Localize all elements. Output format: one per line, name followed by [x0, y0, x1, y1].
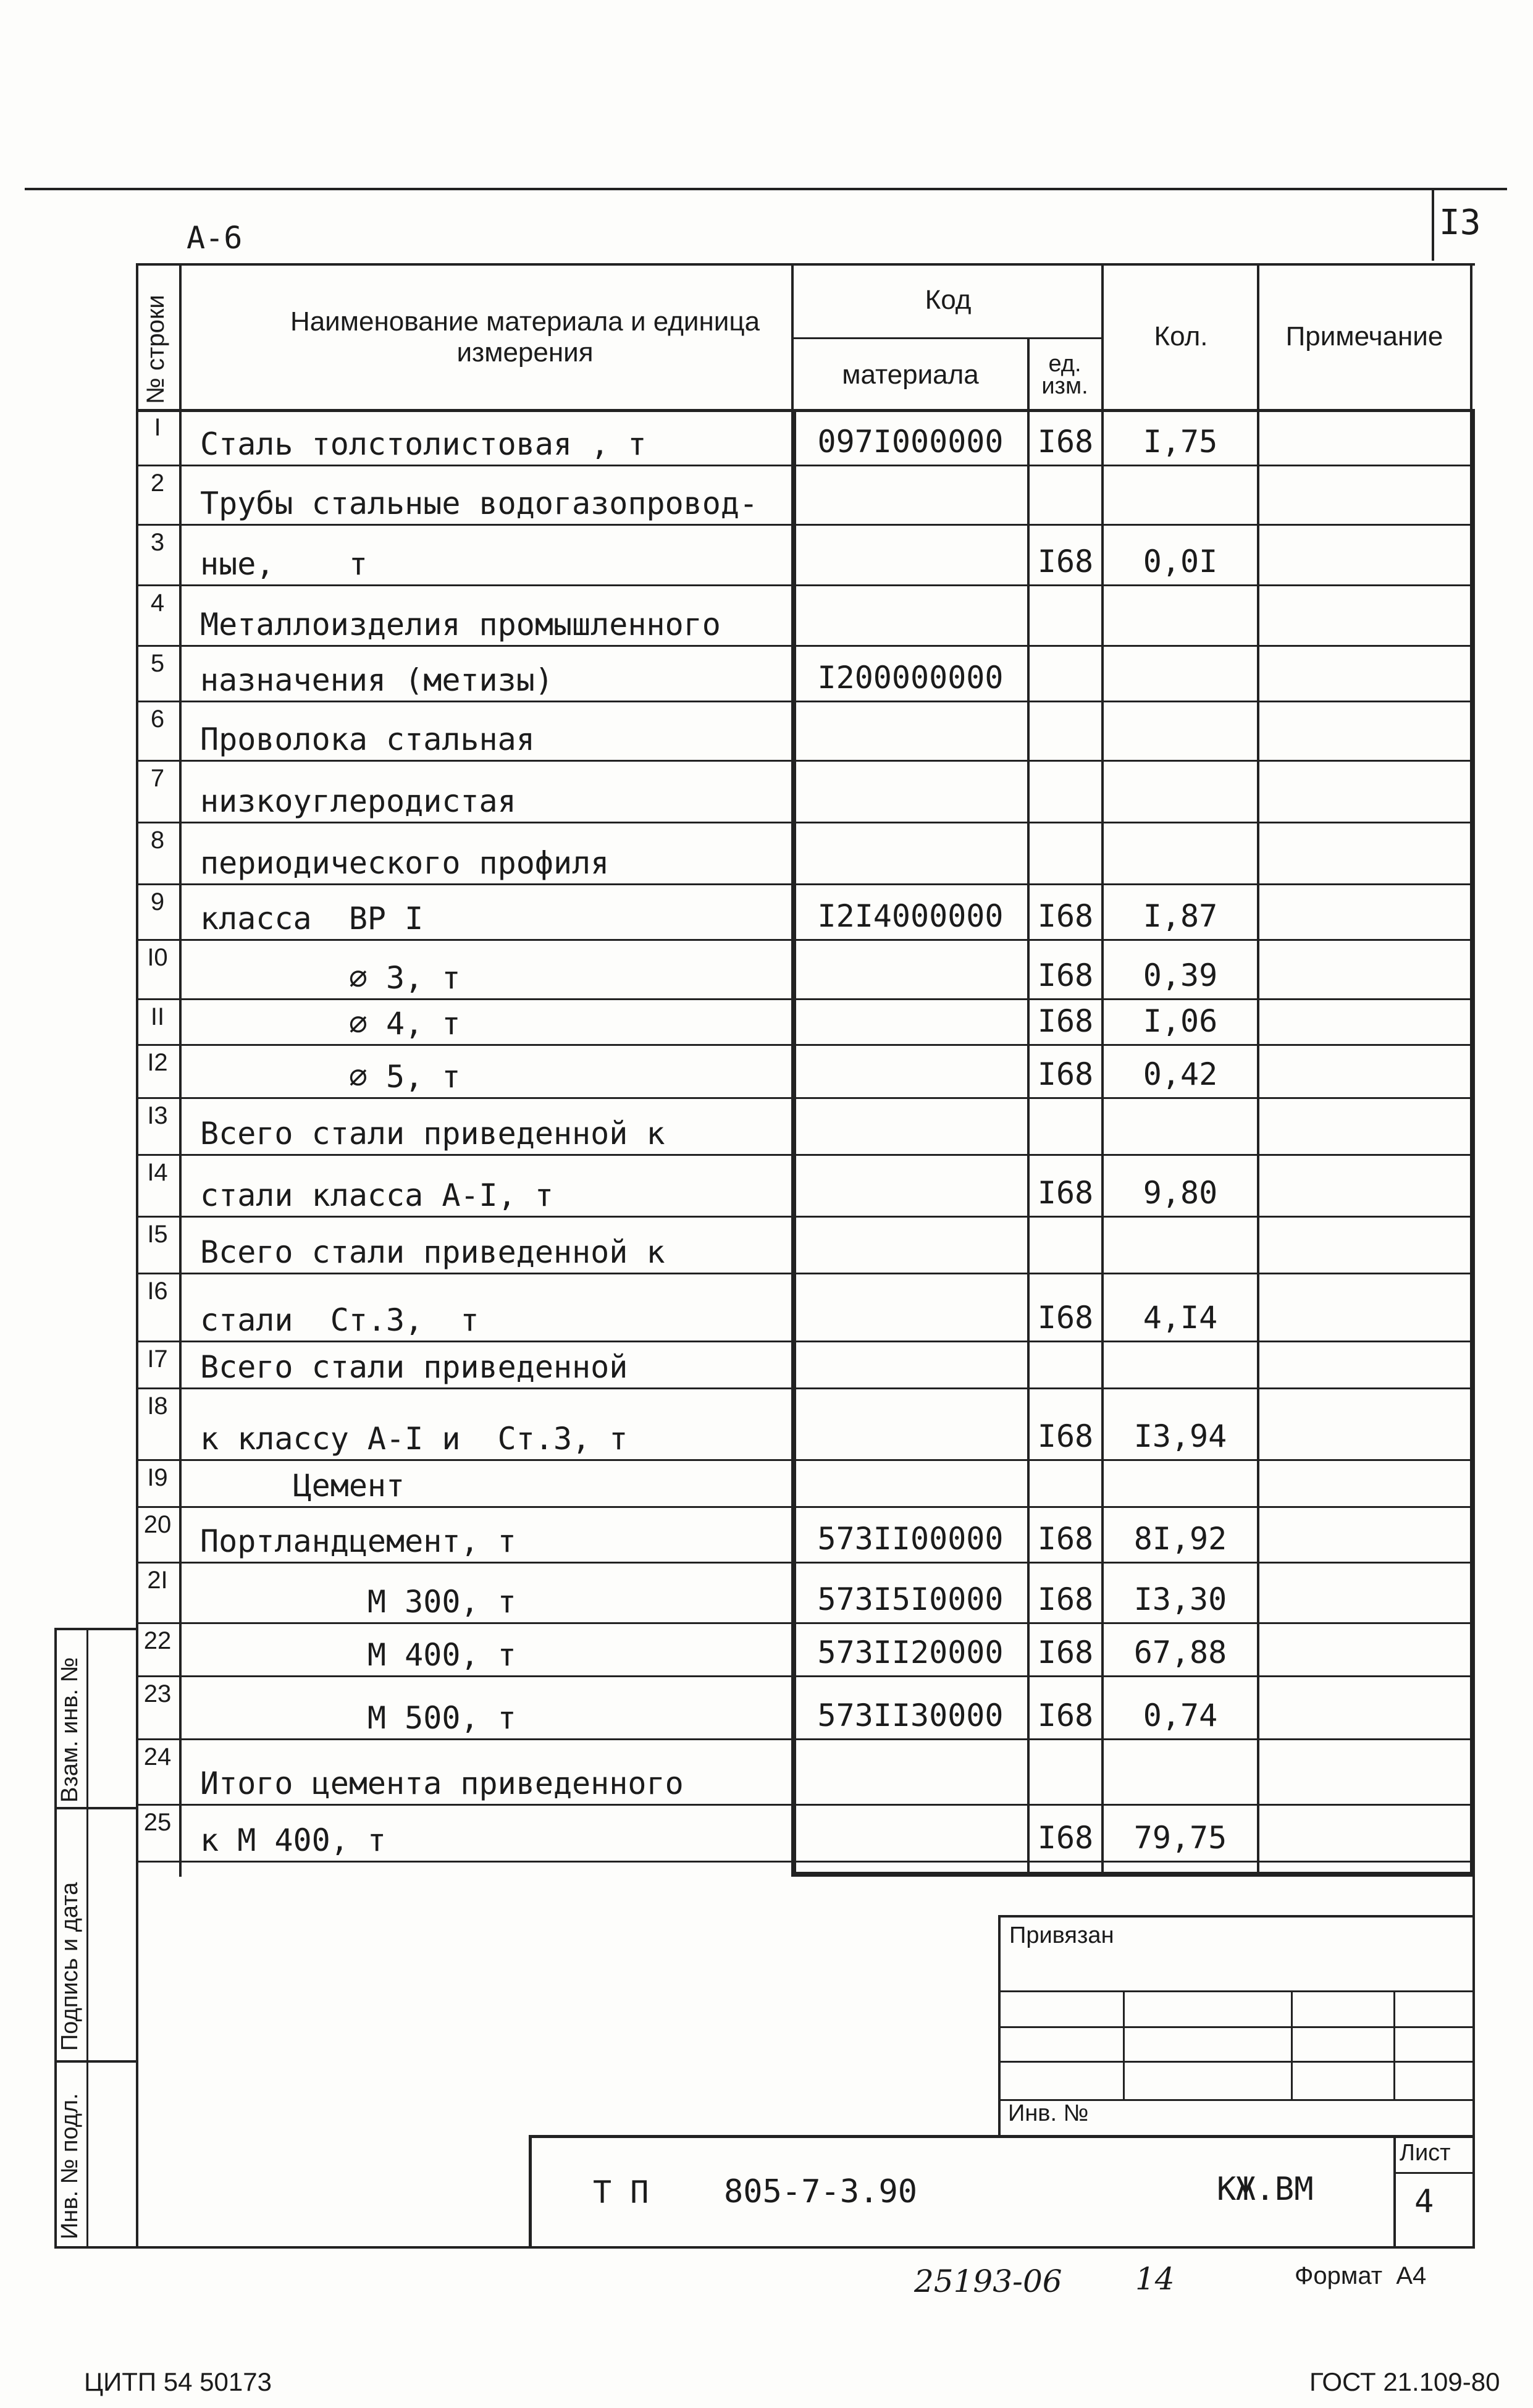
material-name: Итого цемента приведенного [200, 1766, 684, 1801]
quantity: 67,88 [1133, 1635, 1227, 1670]
material-name: периодического профиля [200, 845, 610, 881]
format-label: Формат А4 [1295, 2262, 1427, 2289]
row-separator [136, 465, 1475, 466]
side-strip-div2 [54, 2060, 136, 2063]
header-row-no: № строки [142, 295, 169, 404]
note [1259, 1507, 1470, 1563]
stamp-sheet-left [1393, 2135, 1396, 2249]
row-number: 4 [150, 589, 165, 617]
material-code [794, 586, 1027, 646]
note [1259, 702, 1470, 761]
material-name: Всего стали приведенной к [200, 1234, 665, 1270]
unit-code: I68 [1037, 424, 1094, 460]
row-number: 25 [143, 1809, 172, 1836]
material-code: I200000000 [817, 660, 1004, 696]
material-code [794, 702, 1027, 761]
quantity: 79,75 [1133, 1820, 1227, 1856]
table-rule [1027, 337, 1030, 1877]
unit-code: I68 [1037, 1003, 1094, 1039]
material-code [794, 1740, 1027, 1805]
table-rule [1101, 263, 1104, 1877]
material-code [794, 1155, 1027, 1217]
material-code [794, 1274, 1027, 1342]
row-separator [136, 1622, 1475, 1624]
quantity: 0,39 [1143, 958, 1218, 993]
quantity: I,06 [1143, 1003, 1218, 1039]
row-number: 23 [143, 1680, 172, 1707]
header-name: Наименование материала и единица измерения [290, 306, 760, 368]
stamp-grid-v3 [1393, 1990, 1395, 2099]
material-code [794, 1460, 1027, 1507]
top-rule [25, 188, 1507, 190]
unit-code: I68 [1037, 898, 1094, 934]
quantity [1104, 1740, 1257, 1805]
unit-code: I68 [1037, 1698, 1094, 1733]
unit-code [1030, 586, 1101, 646]
row-number: 22 [143, 1627, 172, 1654]
material-name: М 400, т [200, 1637, 516, 1673]
side-label-inv-podl: Инв. № подл. [57, 2093, 83, 2239]
stamp-sheet-div [1393, 2172, 1475, 2174]
material-name: Проволока стальная [200, 722, 535, 757]
table-rule [791, 1872, 1475, 1877]
quantity: I3,30 [1133, 1581, 1227, 1617]
quantity [1104, 466, 1257, 525]
material-name: ные, т [200, 546, 368, 582]
note [1259, 1098, 1470, 1155]
row-number: I6 [147, 1278, 168, 1305]
row-separator [136, 883, 1475, 885]
header-qty: Кол. [1154, 321, 1208, 352]
row-separator [136, 1387, 1475, 1389]
table-rule [1257, 263, 1259, 1877]
side-strip-top [54, 1628, 136, 1630]
quantity: I3,94 [1133, 1418, 1227, 1454]
row-separator [136, 822, 1475, 823]
material-code [794, 466, 1027, 525]
note [1259, 586, 1470, 646]
material-name: М 300, т [200, 1584, 516, 1620]
material-code: 573II00000 [817, 1521, 1004, 1557]
row-number: 2I [147, 1567, 168, 1594]
quantity [1104, 1342, 1257, 1389]
row-number: I7 [147, 1345, 168, 1373]
note [1259, 1677, 1470, 1740]
stamp-grid-h1 [998, 1990, 1475, 1992]
unit-code [1030, 466, 1101, 525]
table-rule [136, 263, 1475, 266]
unit-code [1030, 1217, 1101, 1274]
note [1259, 885, 1470, 940]
material-name: ∅ 3, т [200, 960, 461, 996]
handwritten-page: 14 [1135, 2261, 1175, 2297]
material-code [794, 1342, 1027, 1389]
material-code [794, 1045, 1027, 1098]
note [1259, 940, 1470, 1000]
note [1259, 1045, 1470, 1098]
row-separator [136, 584, 1475, 586]
row-number: I0 [147, 944, 168, 971]
header-note: Примечание [1285, 321, 1443, 352]
material-name: ∅ 4, т [200, 1006, 461, 1042]
note [1259, 1155, 1470, 1217]
row-separator [136, 1273, 1475, 1274]
row-separator [136, 1154, 1475, 1156]
unit-code: I68 [1037, 1820, 1094, 1856]
side-strip-div1 [54, 1807, 136, 1809]
note [1259, 823, 1470, 885]
unit-code [1030, 1342, 1101, 1389]
header-code-material: материала [842, 360, 979, 390]
row-number: I3 [147, 1102, 168, 1129]
unit-code: I68 [1037, 1581, 1094, 1617]
material-name: Всего стали приведенной [200, 1349, 628, 1385]
material-code [794, 1000, 1027, 1045]
stamp-grid-v1 [1123, 1990, 1125, 2099]
note [1259, 410, 1470, 466]
material-code: 573I5I0000 [817, 1581, 1004, 1617]
materials-table [136, 263, 1475, 1869]
side-strip-mid [86, 1628, 88, 2249]
table-rule [794, 337, 1104, 339]
row-separator [136, 1861, 1475, 1863]
row-separator [136, 1506, 1475, 1508]
material-code [794, 1805, 1027, 1862]
row-separator [136, 1044, 1475, 1046]
side-label-vzam: Взам. инв. № [57, 1657, 83, 1803]
material-code: 097I000000 [817, 424, 1004, 460]
material-name: Портландцемент, т [200, 1523, 516, 1559]
material-name: стали класса А-I, т [200, 1177, 553, 1213]
row-separator [136, 1216, 1475, 1218]
row-number: I [154, 414, 161, 441]
row-separator [136, 939, 1475, 941]
table-rule [136, 263, 138, 1877]
stamp-grid-h2 [998, 2026, 1475, 2028]
row-number: I8 [147, 1392, 168, 1420]
table-rule [136, 409, 1475, 412]
frame-bottom [54, 2246, 1475, 2249]
unit-code: I68 [1037, 1175, 1094, 1211]
stamp-privyazan-top [998, 1915, 1475, 1918]
quantity [1104, 1217, 1257, 1274]
material-name: Сталь толстолистовая , т [200, 426, 647, 462]
row-number: 6 [150, 705, 165, 733]
header-code-unit: ед. изм. [1041, 351, 1088, 399]
stamp-main-top [529, 2135, 1475, 2138]
stamp-project-prefix: Т П [593, 2174, 649, 2210]
note [1259, 1389, 1470, 1460]
note [1259, 1274, 1470, 1342]
row-number: 2 [150, 469, 165, 497]
material-code: 573II30000 [817, 1698, 1004, 1733]
material-name: класса ВР I [200, 901, 424, 937]
material-code [794, 1098, 1027, 1155]
row-separator [136, 524, 1475, 526]
side-label-podpis: Подпись и дата [57, 1882, 83, 2051]
stamp-grid-h3 [998, 2061, 1475, 2063]
row-number: I9 [147, 1464, 168, 1491]
quantity: 0,42 [1143, 1056, 1218, 1092]
quantity [1104, 702, 1257, 761]
unit-code [1030, 1098, 1101, 1155]
row-separator [136, 998, 1475, 1000]
quantity [1104, 823, 1257, 885]
row-number: 3 [150, 529, 165, 556]
material-name: Всего стали приведенной к [200, 1116, 665, 1151]
row-separator [136, 1804, 1475, 1806]
material-code [794, 525, 1027, 586]
row-separator [136, 1097, 1475, 1099]
row-number: 20 [143, 1511, 172, 1538]
stamp-grid-v2 [1291, 1990, 1293, 2099]
row-separator [136, 1459, 1475, 1461]
quantity [1104, 1460, 1257, 1507]
quantity: 9,80 [1143, 1175, 1218, 1211]
material-code [794, 823, 1027, 885]
row-separator [136, 1562, 1475, 1564]
table-rule [1470, 409, 1475, 1877]
material-code: 573II20000 [817, 1635, 1004, 1670]
unit-code: I68 [1037, 1521, 1094, 1557]
note [1259, 525, 1470, 586]
row-separator [136, 1675, 1475, 1677]
material-code [794, 1217, 1027, 1274]
row-number: 7 [150, 765, 165, 792]
material-code [794, 1389, 1027, 1460]
note [1259, 1563, 1470, 1623]
table-label: А-6 [187, 220, 243, 256]
table-rule [791, 409, 796, 1877]
material-code: I2I4000000 [817, 898, 1004, 934]
note [1259, 1740, 1470, 1805]
unit-code: I68 [1037, 1300, 1094, 1336]
stamp-privyazan-label: Привязан [1009, 1922, 1114, 1948]
row-separator [136, 1738, 1475, 1740]
note [1259, 1460, 1470, 1507]
row-separator [136, 760, 1475, 762]
material-name: ∅ 5, т [200, 1059, 461, 1095]
quantity: 4,I4 [1143, 1300, 1218, 1336]
frame-left [136, 1869, 138, 2249]
material-name: М 500, т [200, 1700, 516, 1736]
unit-code [1030, 1460, 1101, 1507]
row-number: I2 [147, 1049, 168, 1076]
row-number: 24 [143, 1743, 172, 1770]
row-number: 5 [150, 650, 165, 677]
handwritten-number: 25193-06 [914, 2263, 1062, 2299]
quantity: 0,74 [1143, 1698, 1218, 1733]
table-rule [179, 263, 182, 1877]
unit-code: I68 [1037, 1418, 1094, 1454]
stamp-mark: КЖ.ВМ [1217, 2171, 1314, 2208]
stamp-inv-no-label: Инв. № [1008, 2100, 1089, 2126]
unit-code [1030, 646, 1101, 702]
note [1259, 646, 1470, 702]
material-name: Металлоизделия промышленного [200, 607, 721, 642]
unit-code [1030, 702, 1101, 761]
corner-box-left [1432, 188, 1434, 261]
note [1259, 1342, 1470, 1389]
row-number: I4 [147, 1159, 168, 1186]
material-name: назначения (метизы) [200, 662, 553, 698]
row-number: I5 [147, 1221, 168, 1248]
header-code: Код [925, 285, 972, 315]
note [1259, 1623, 1470, 1677]
material-name: Трубы стальные водогазопровод- [200, 486, 758, 521]
row-number: II [150, 1003, 165, 1030]
quantity [1104, 586, 1257, 646]
frame-right [1472, 1869, 1475, 2249]
note [1259, 1000, 1470, 1045]
unit-code: I68 [1037, 1056, 1094, 1092]
quantity: I,75 [1143, 424, 1218, 460]
note [1259, 466, 1470, 525]
footer-right: ГОСТ 21.109-80 [1309, 2367, 1500, 2396]
row-number: 9 [150, 888, 165, 916]
row-separator [136, 701, 1475, 702]
quantity: I,87 [1143, 898, 1218, 934]
material-name: Цемент [200, 1468, 405, 1504]
footer-left: ЦИТП 54 50173 [84, 2367, 272, 2396]
unit-code [1030, 823, 1101, 885]
quantity [1104, 761, 1257, 823]
unit-code: I68 [1037, 544, 1094, 579]
note [1259, 761, 1470, 823]
note [1259, 1217, 1470, 1274]
note [1259, 1805, 1470, 1862]
stamp-main-left [529, 2135, 532, 2249]
stamp-project-code: 805-7-3.90 [724, 2173, 918, 2210]
quantity: 8I,92 [1133, 1521, 1227, 1557]
material-code [794, 940, 1027, 1000]
material-name: стали Ст.3, т [200, 1302, 479, 1338]
quantity [1104, 1098, 1257, 1155]
quantity: 0,0I [1143, 544, 1218, 579]
material-name: к классу А-I и Ст.3, т [200, 1421, 628, 1457]
sheet-corner-number: I3 [1439, 203, 1481, 243]
row-separator [136, 645, 1475, 647]
material-code [794, 761, 1027, 823]
unit-code: I68 [1037, 958, 1094, 993]
row-separator [136, 1341, 1475, 1342]
stamp-sheet-label: Лист [1400, 2140, 1451, 2166]
material-name: к М 400, т [200, 1822, 387, 1858]
unit-code: I68 [1037, 1635, 1094, 1670]
unit-code [1030, 1740, 1101, 1805]
material-name: низкоуглеродистая [200, 783, 516, 819]
unit-code [1030, 761, 1101, 823]
quantity [1104, 646, 1257, 702]
stamp-sheet-number: 4 [1414, 2183, 1434, 2220]
row-number: 8 [150, 827, 165, 854]
